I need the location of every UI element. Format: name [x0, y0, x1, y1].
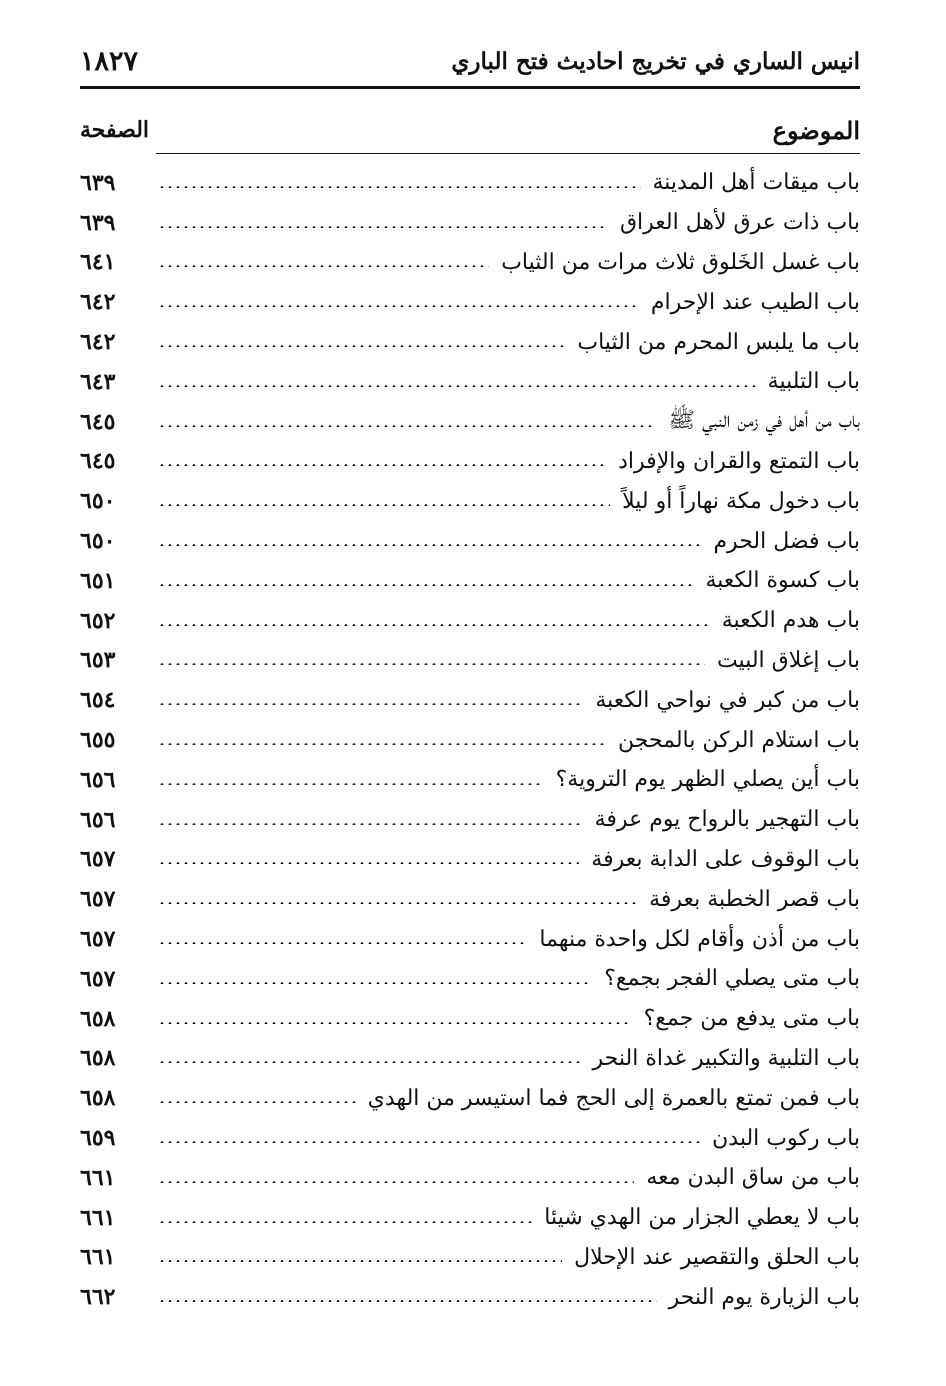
toc-entry-page: ٦٤٢ [80, 289, 116, 316]
toc-entry-page: ٦٥٨ [80, 1005, 116, 1032]
toc-entry-title: باب من ساق البدن معه [646, 1165, 860, 1191]
dot-leader [158, 1181, 634, 1183]
toc-entry-title: باب التهجير بالرواح يوم عرفة [594, 807, 860, 833]
toc-entry-title: باب التلبية والتكبير غداة النحر [592, 1045, 860, 1071]
book-title: انيس الساري في تخريج احاديث فتح الباري [451, 47, 860, 75]
dot-leader [158, 902, 637, 904]
toc-entry [80, 760, 860, 800]
toc-entry-page: ٦٥٤ [80, 687, 116, 714]
toc-entry [80, 561, 860, 601]
toc-entry-page: ٦٣٩ [80, 209, 116, 236]
page-column-header: الصفحة [80, 117, 150, 143]
toc-entry-title: باب ركوب البدن [712, 1125, 860, 1151]
toc-entry-page: ٦٣٩ [80, 169, 116, 196]
toc-entry [80, 442, 860, 482]
toc-entry-page: ٦٥٦ [80, 766, 116, 793]
dot-leader [158, 265, 489, 267]
topic-column-header: الموضوع [772, 115, 860, 145]
dot-leader [158, 942, 527, 944]
toc-entry-page: ٦٤٢ [80, 329, 116, 356]
toc-entry [80, 999, 860, 1039]
toc-entry-title: باب من أهل في زمن النبي ﷺ [668, 407, 860, 433]
header-rule [80, 86, 860, 89]
toc-entry-title: باب لا يعطي الجزار من الهدي شيئا [544, 1205, 860, 1231]
toc-entry [80, 601, 860, 641]
toc-entry [80, 919, 860, 959]
toc-entry [80, 362, 860, 402]
dot-leader [158, 1101, 356, 1103]
toc-entry-page: ٦٤١ [80, 249, 116, 276]
toc-entry [80, 1277, 860, 1317]
toc-entry-page: ٦٥٥ [80, 727, 116, 754]
toc-entry [80, 282, 860, 322]
toc-entry-title: باب ما يلبس المحرم من الثياب [577, 329, 860, 355]
toc-entry-title: باب الوقوف على الدابة بعرفة [591, 846, 860, 872]
toc-entry-title: باب إغلاق البيت [716, 647, 860, 673]
toc-entry [80, 1198, 860, 1238]
running-header [80, 40, 860, 82]
toc-entry-title: باب فمن تمتع بالعمرة إلى الحج فما استيسر من الهدي [367, 1085, 860, 1111]
dot-leader [158, 1300, 657, 1302]
dot-leader [158, 544, 701, 546]
toc-entry-title: باب استلام الركن بالمحجن [617, 727, 860, 753]
toc-entry [80, 203, 860, 243]
toc-entry [80, 680, 860, 720]
dot-leader [158, 186, 641, 188]
dot-leader [158, 584, 693, 586]
toc-entry [80, 641, 860, 681]
toc-entries [80, 163, 860, 1317]
dot-leader [158, 1022, 632, 1024]
toc-entry [80, 1039, 860, 1079]
toc-entry-title: باب هدم الكعبة [721, 608, 860, 634]
dot-leader [158, 425, 656, 427]
toc-entry-title: باب متى يدفع من جمع؟ [643, 1006, 860, 1032]
toc-entry-title: باب دخول مكة نهاراً أو ليلاً [622, 488, 860, 514]
toc-entry-title: باب الزيارة يوم النحر [668, 1284, 860, 1310]
dot-leader [158, 305, 639, 307]
dot-leader [158, 624, 710, 626]
toc-entry-page: ٦٦٢ [80, 1284, 116, 1311]
toc-entry-title: باب قصر الخطبة بعرفة [649, 886, 860, 912]
toc-entry-page: ٦٥٠ [80, 528, 116, 555]
toc-entry-title: باب أين يصلي الظهر يوم التروية؟ [555, 767, 860, 793]
dot-leader [158, 743, 606, 745]
toc-entry [80, 402, 860, 442]
dot-leader [158, 663, 705, 665]
toc-entry-title: باب التلبية [767, 369, 860, 395]
dot-leader [158, 982, 592, 984]
toc-entry [80, 243, 860, 283]
dot-leader [158, 226, 608, 228]
toc-entry [80, 959, 860, 999]
toc-entry-title: باب من أذن وأقام لكل واحدة منهما [539, 926, 860, 952]
toc-entry [80, 163, 860, 203]
toc-entry-page: ٦٥٦ [80, 806, 116, 833]
page-number: ١٨٢٧ [80, 45, 139, 77]
toc-entry-title: باب ذات عرق لأهل العراق [619, 210, 860, 236]
toc-entry [80, 521, 860, 561]
dot-leader [158, 385, 756, 387]
toc-entry-page: ٦٤٥ [80, 408, 116, 435]
column-header-rule [156, 153, 860, 154]
toc-entry-title: باب فضل الحرم [713, 528, 860, 554]
toc-entry [80, 1078, 860, 1118]
dot-leader [158, 783, 544, 785]
toc-entry-page: ٦٦١ [80, 1204, 116, 1231]
dot-leader [158, 862, 579, 864]
dot-leader [158, 1260, 562, 1262]
toc-entry-page: ٦٥٨ [80, 1085, 116, 1112]
toc-entry [80, 720, 860, 760]
toc-entry-title: باب كسوة الكعبة [705, 568, 860, 594]
toc-entry-page: ٦٥٠ [80, 488, 116, 515]
toc-entry [80, 1118, 860, 1158]
toc-entry-title: باب متى يصلي الفجر بجمع؟ [604, 966, 860, 992]
dot-leader [158, 1061, 581, 1063]
toc-entry [80, 840, 860, 880]
toc-entry-page: ٦٥٣ [80, 647, 116, 674]
toc-entry-page: ٦٦١ [80, 1164, 116, 1191]
toc-entry-title: باب غسل الخَلوق ثلاث مرات من الثياب [501, 249, 860, 275]
toc-entry-page: ٦٥٧ [80, 886, 116, 913]
toc-entry-title: باب ميقات أهل المدينة [652, 170, 860, 196]
column-headers [80, 110, 860, 150]
dot-leader [158, 823, 583, 825]
toc-entry [80, 322, 860, 362]
dot-leader [158, 345, 565, 347]
toc-entry [80, 800, 860, 840]
toc-entry-page: ٦٥٢ [80, 607, 116, 634]
toc-entry-page: ٦٤٥ [80, 448, 116, 475]
toc-entry [80, 1238, 860, 1278]
toc-entry [80, 879, 860, 919]
toc-entry-page: ٦٥٧ [80, 846, 116, 873]
dot-leader [158, 464, 606, 466]
toc-entry-page: ٦٦١ [80, 1244, 116, 1271]
dot-leader [158, 1221, 532, 1223]
toc-entry-page: ٦٤٣ [80, 368, 116, 395]
toc-entry [80, 1158, 860, 1198]
toc-entry-page: ٦٥٧ [80, 965, 116, 992]
dot-leader [158, 504, 610, 506]
toc-entry-page: ٦٥٩ [80, 1125, 116, 1152]
toc-entry-title: باب الطيب عند الإحرام [650, 289, 860, 315]
toc-entry-title: باب من كبر في نواحي الكعبة [595, 687, 860, 713]
toc-entry-title: باب التمتع والقران والإفراد [618, 448, 860, 474]
dot-leader [158, 703, 583, 705]
toc-entry-title: باب الحلق والتقصير عند الإحلال [574, 1244, 860, 1270]
toc-entry [80, 481, 860, 521]
toc-entry-page: ٦٥١ [80, 567, 116, 594]
toc-entry-page: ٦٥٨ [80, 1045, 116, 1072]
toc-entry-page: ٦٥٧ [80, 926, 116, 953]
dot-leader [158, 1141, 700, 1143]
